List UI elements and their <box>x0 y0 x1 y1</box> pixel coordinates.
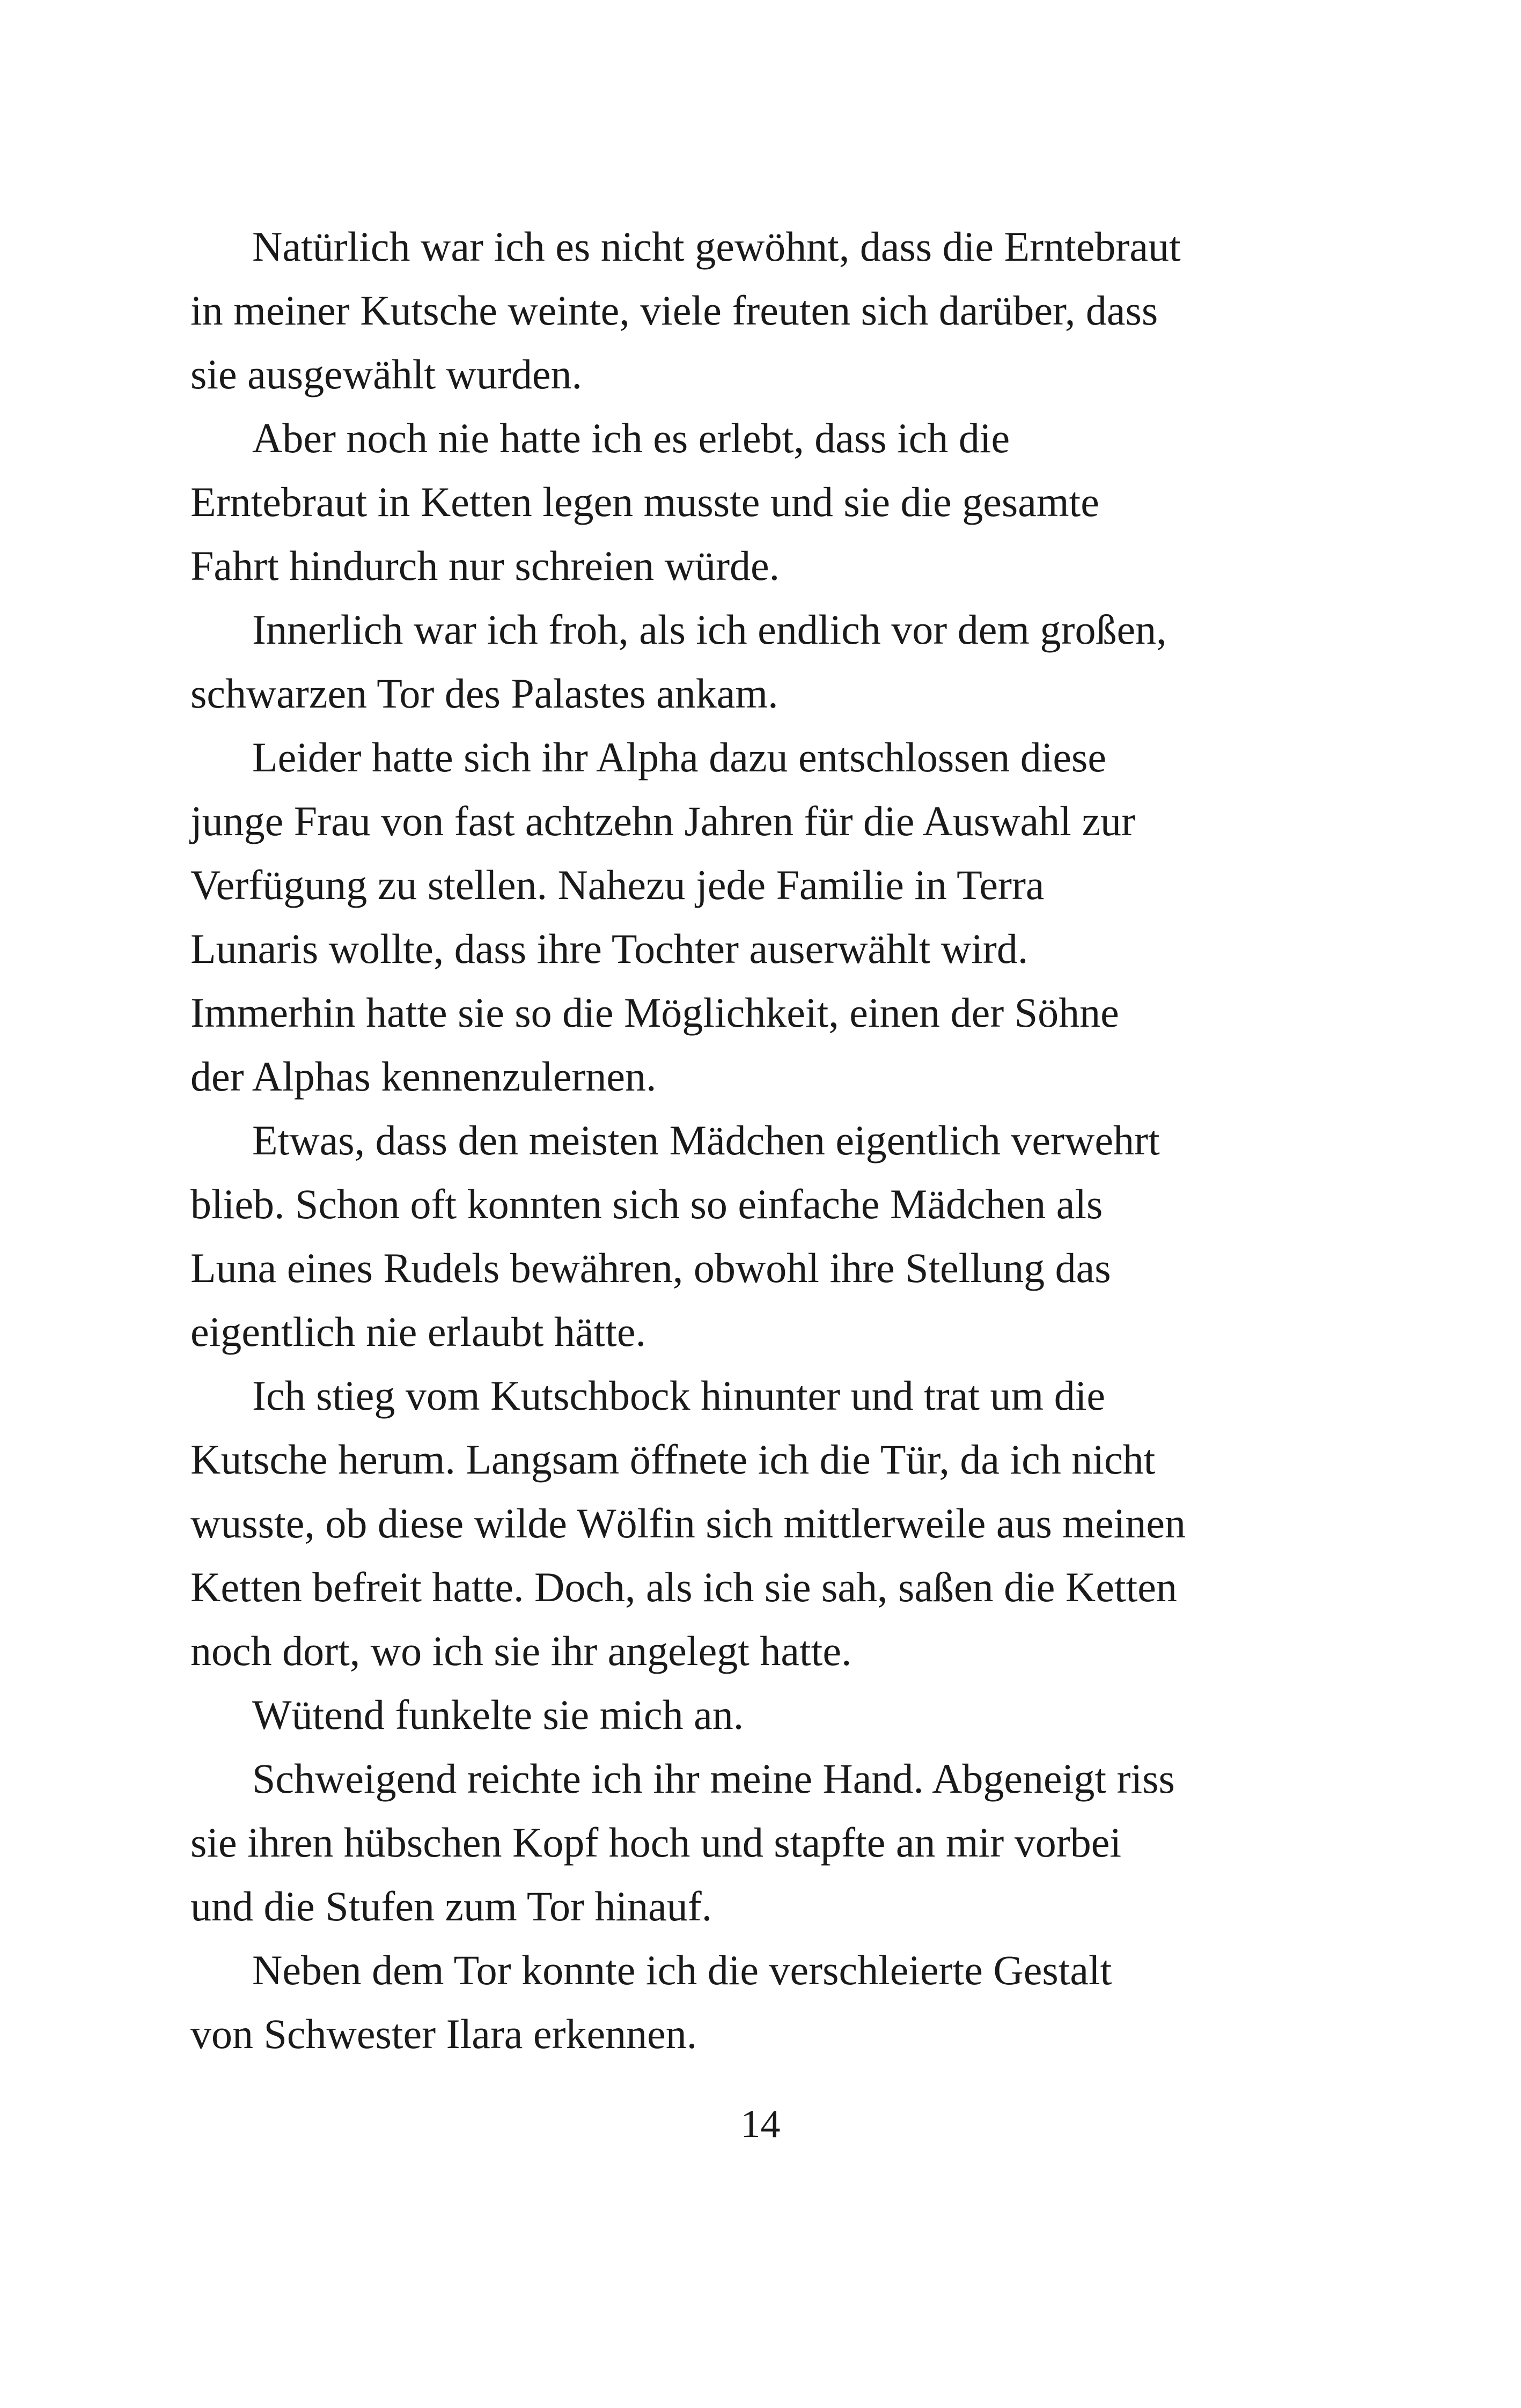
text-line: Ich stieg vom Kutschbock hinunter und trat um die <box>252 1372 1106 1419</box>
text-line: Etwas, dass den meisten Mädchen eigentlich verwehrt <box>252 1117 1160 1164</box>
text-line: wusste, ob diese wilde Wölfin sich mittlerweile aus meinen <box>190 1500 1186 1547</box>
text-line: blieb. Schon oft konnten sich so einfache Mädchen als <box>190 1181 1103 1227</box>
paragraph <box>190 1747 1349 1938</box>
paragraph <box>190 1683 1349 1747</box>
page-number: 14 <box>740 2102 781 2146</box>
text-line: der Alphas kennenzulernen. <box>190 1053 657 1100</box>
text-line: Aber noch nie hatte ich es erlebt, dass ich die <box>252 415 1010 461</box>
text-line: Fahrt hindurch nur schreien würde. <box>190 542 780 589</box>
text-line: von Schwester Ilara erkennen. <box>190 2011 697 2057</box>
text-line: junge Frau von fast achtzehn Jahren für die Auswahl zur <box>190 798 1135 844</box>
text-line: und die Stufen zum Tor hinauf. <box>190 1883 712 1930</box>
paragraph <box>190 215 1349 406</box>
text-line: Natürlich war ich es nicht gewöhnt, dass die Erntebraut <box>252 223 1181 270</box>
paragraph <box>190 406 1349 598</box>
paragraph <box>190 1364 1349 1683</box>
text-line: Schweigend reichte ich ihr meine Hand. Abgeneigt riss <box>252 1755 1175 1802</box>
text-line: Kutsche herum. Langsam öffnete ich die Tür, da ich nicht <box>190 1436 1156 1483</box>
paragraph <box>190 1108 1349 1364</box>
text-line: Immerhin hatte sie so die Möglichkeit, einen der Söhne <box>190 989 1119 1036</box>
text-line: Leider hatte sich ihr Alpha dazu entschlossen diese <box>252 734 1106 780</box>
body-text <box>190 215 1349 2066</box>
text-line: Lunaris wollte, dass ihre Tochter auserwählt wird. <box>190 925 1028 972</box>
text-line: Luna eines Rudels bewähren, obwohl ihre Stellung das <box>190 1244 1111 1291</box>
text-line: noch dort, wo ich sie ihr angelegt hatte. <box>190 1628 852 1674</box>
text-line: Ketten befreit hatte. Doch, als ich sie sah, saßen die Ketten <box>190 1564 1177 1610</box>
text-line: Erntebraut in Ketten legen musste und sie die gesamte <box>190 478 1099 525</box>
text-line: Neben dem Tor konnte ich die verschleierte Gestalt <box>252 1947 1112 1993</box>
paragraph <box>190 725 1349 1108</box>
paragraph <box>190 598 1349 725</box>
text-line: eigentlich nie erlaubt hätte. <box>190 1308 646 1355</box>
text-line: sie ihren hübschen Kopf hoch und stapfte an mir vorbei <box>190 1819 1122 1866</box>
text-line: Wütend funkelte sie mich an. <box>252 1691 744 1738</box>
text-line: schwarzen Tor des Palastes ankam. <box>190 670 778 717</box>
text-line: Innerlich war ich froh, als ich endlich vor dem großen, <box>252 606 1167 653</box>
paragraph <box>190 1938 1349 2066</box>
text-line: in meiner Kutsche weinte, viele freuten sich darüber, dass <box>190 287 1158 334</box>
text-line: sie ausgewählt wurden. <box>190 351 582 397</box>
text-line: Verfügung zu stellen. Nahezu jede Familie in Terra <box>190 861 1045 908</box>
